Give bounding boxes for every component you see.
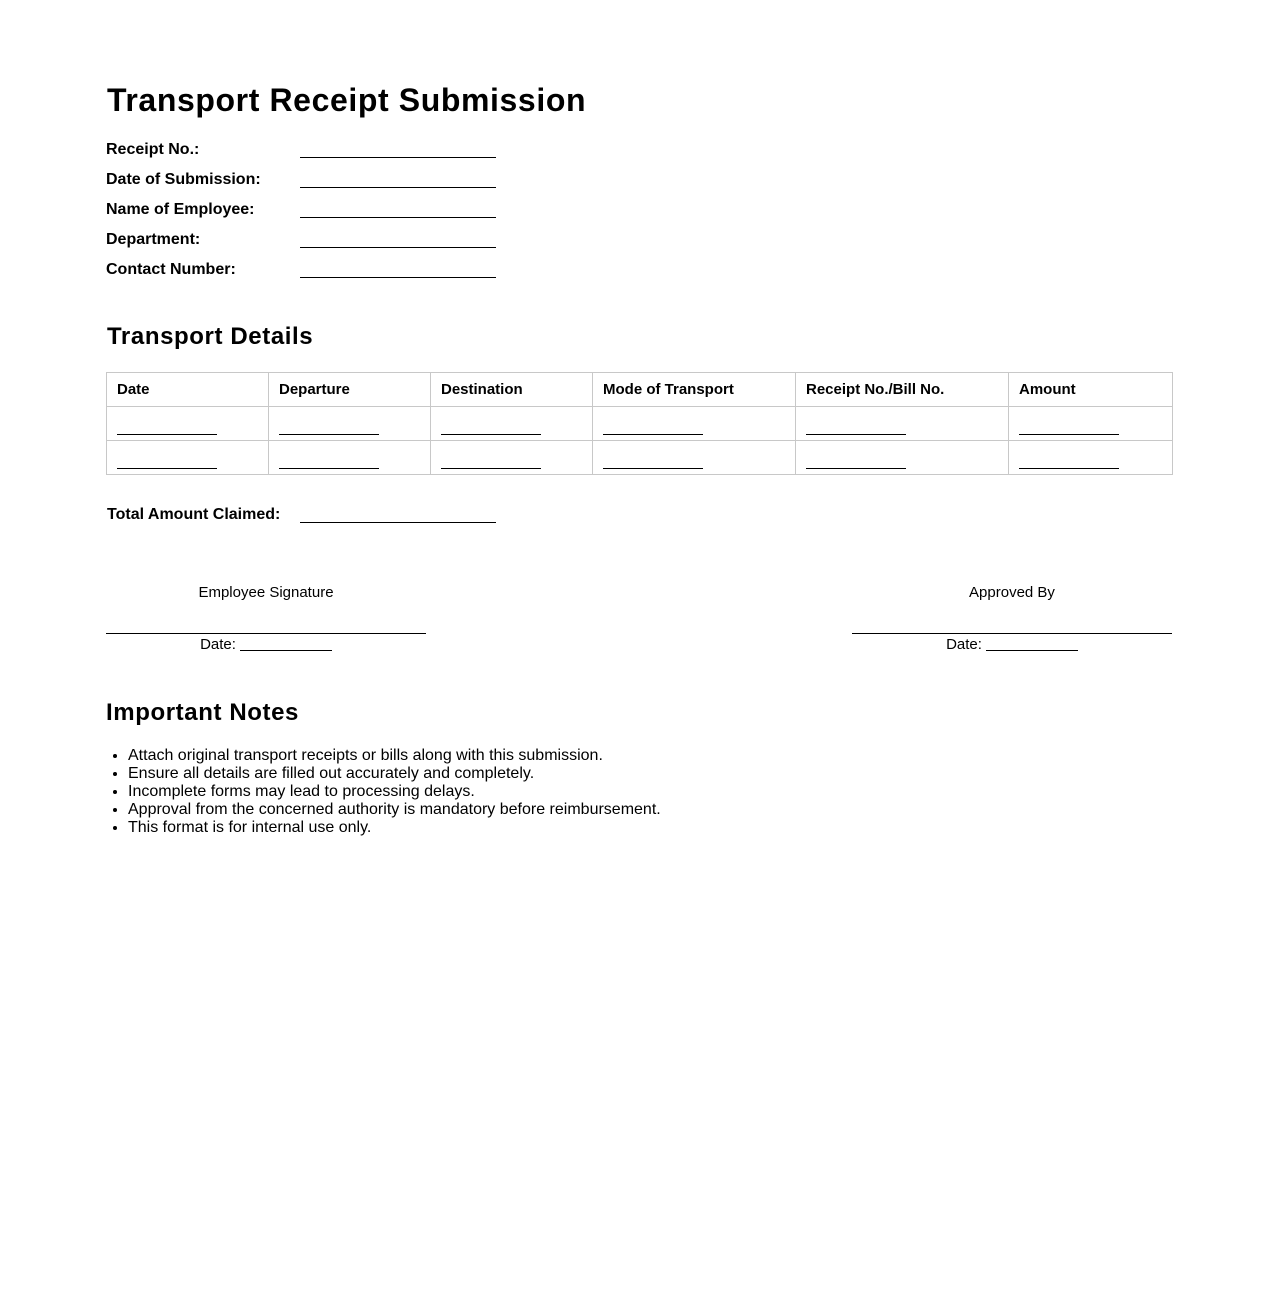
total-amount-input-line[interactable] <box>300 522 496 523</box>
table-cell <box>796 407 1009 441</box>
field-date-of-submission <box>106 170 526 200</box>
amount-blank-line[interactable] <box>1019 468 1119 469</box>
list-item: • Ensure all details are filled out accurately and completely. <box>128 765 661 783</box>
departure-blank-line[interactable] <box>279 434 379 435</box>
table-cell <box>431 441 593 475</box>
page-title: Transport Receipt Submission <box>107 82 587 118</box>
table-row <box>107 407 1173 441</box>
receipt-no-input-line[interactable] <box>300 157 496 158</box>
table-header-row <box>107 373 1173 407</box>
date-blank-line[interactable] <box>117 434 217 435</box>
employee-signature-caption: Employee Signature <box>198 584 334 601</box>
important-notes-heading: Important Notes <box>106 699 300 726</box>
field-label: Receipt No.: <box>106 141 200 158</box>
column-header-amount: Amount <box>1009 373 1173 407</box>
column-header-receipt-bill-no: Receipt No./Bill No. <box>796 373 1009 407</box>
department-input-line[interactable] <box>300 247 496 248</box>
employee-date-blank-line[interactable] <box>240 650 332 651</box>
date-label: Date: <box>946 636 982 653</box>
table-row <box>107 441 1173 475</box>
table-cell <box>269 441 431 475</box>
contact-number-input-line[interactable] <box>300 277 496 278</box>
transport-details-table <box>106 372 1173 475</box>
table-cell <box>269 407 431 441</box>
field-label: Contact Number: <box>106 261 236 278</box>
field-contact-number <box>106 260 526 290</box>
total-amount-label: Total Amount Claimed: <box>107 506 281 523</box>
employee-signature-line[interactable] <box>106 633 426 634</box>
approver-date-blank-line[interactable] <box>986 650 1078 651</box>
mode-blank-line[interactable] <box>603 434 703 435</box>
field-name-of-employee <box>106 200 526 230</box>
list-item: • Attach original transport receipts or bills along with this submission. <box>128 747 661 765</box>
date-blank-line[interactable] <box>117 468 217 469</box>
total-amount-row <box>107 505 527 529</box>
table-cell <box>1009 441 1173 475</box>
approver-signature-caption: Approved By <box>969 584 1055 601</box>
table-cell <box>593 441 796 475</box>
list-item: • This format is for internal use only. <box>128 819 661 837</box>
field-label: Date of Submission: <box>106 171 261 188</box>
important-notes-list <box>106 747 661 837</box>
date-label: Date: <box>200 636 236 653</box>
field-department <box>106 230 526 260</box>
column-header-departure: Departure <box>269 373 431 407</box>
amount-blank-line[interactable] <box>1019 434 1119 435</box>
transport-details-heading: Transport Details <box>107 323 314 350</box>
list-item: • Approval from the concerned authority is mandatory before reimbursement. <box>128 801 661 819</box>
approver-signature-block <box>852 584 1172 653</box>
table-cell <box>796 441 1009 475</box>
field-receipt-no <box>106 140 526 170</box>
field-label: Name of Employee: <box>106 201 255 218</box>
list-item: • Incomplete forms may lead to processing delays. <box>128 783 661 801</box>
name-of-employee-input-line[interactable] <box>300 217 496 218</box>
employee-signature-date <box>106 636 426 653</box>
departure-blank-line[interactable] <box>279 468 379 469</box>
date-of-submission-input-line[interactable] <box>300 187 496 188</box>
table-cell <box>107 407 269 441</box>
approver-signature-line[interactable] <box>852 633 1172 634</box>
receipt-bill-blank-line[interactable] <box>806 434 906 435</box>
destination-blank-line[interactable] <box>441 434 541 435</box>
column-header-destination: Destination <box>431 373 593 407</box>
column-header-mode-of-transport: Mode of Transport <box>593 373 796 407</box>
table-cell <box>1009 407 1173 441</box>
field-label: Department: <box>106 231 201 248</box>
destination-blank-line[interactable] <box>441 468 541 469</box>
receipt-bill-blank-line[interactable] <box>806 468 906 469</box>
mode-blank-line[interactable] <box>603 468 703 469</box>
approver-signature-date <box>852 636 1172 653</box>
column-header-date: Date <box>107 373 269 407</box>
table-cell <box>107 441 269 475</box>
table-cell <box>593 407 796 441</box>
employee-signature-block <box>106 584 426 653</box>
employee-info-fields <box>106 140 526 290</box>
table-cell <box>431 407 593 441</box>
